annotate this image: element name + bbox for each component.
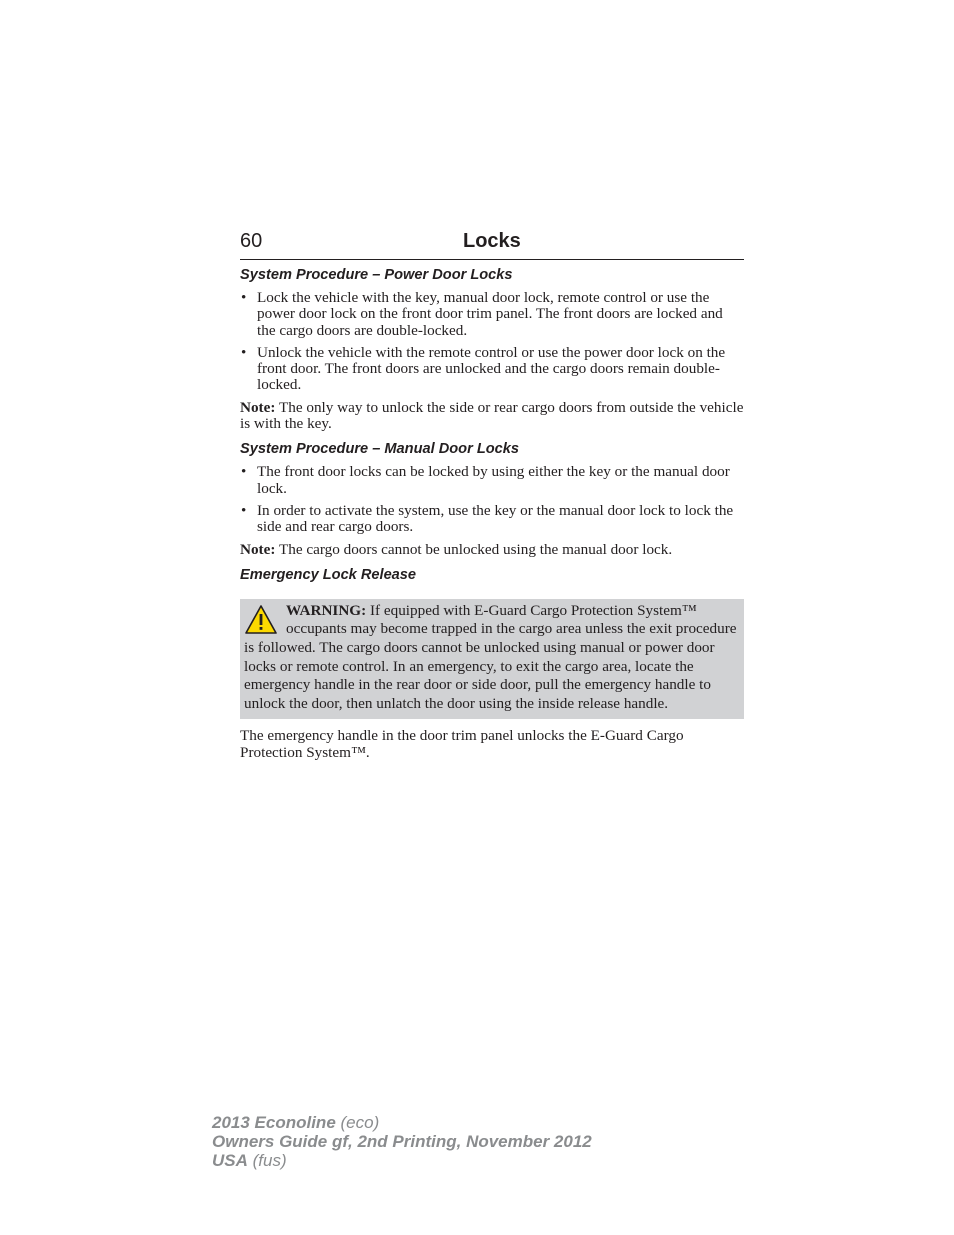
list-item (240, 290, 744, 339)
footer-line-printing (212, 1132, 592, 1151)
page-footer (212, 1113, 592, 1170)
footer-line-vehicle (212, 1113, 592, 1132)
bullet-icon: • (241, 343, 247, 361)
list-item (240, 345, 744, 394)
note-power-door-locks (240, 400, 744, 433)
emergency-handle-paragraph: The emergency handle in the door trim panel unlocks the E-Guard Cargo Protection System™. (240, 727, 684, 761)
list-item-text: In order to activate the system, use the key or the manual door lock to lock the side and rear cargo doors. (257, 501, 734, 536)
list-item (240, 503, 744, 536)
page-content (240, 266, 744, 761)
page-number: 60 (240, 230, 263, 252)
footer-region-code: (fus) (247, 1151, 287, 1170)
note-label: Note: (240, 540, 276, 558)
section-heading-power-door-locks: System Procedure – Power Door Locks (240, 267, 513, 283)
page-title: Locks (463, 230, 521, 252)
power-door-locks-list (240, 290, 744, 394)
note-manual-door-locks (240, 542, 744, 558)
section-heading-emergency-lock-release: Emergency Lock Release (240, 566, 417, 583)
footer-line-region (212, 1151, 592, 1170)
bullet-icon: • (241, 289, 247, 306)
list-item-text: The front door locks can be locked by using either the key or the manual door lock. (257, 463, 730, 497)
warning-text (244, 602, 737, 712)
footer-vehicle-name: 2013 Econoline (212, 1113, 336, 1132)
list-item-text: Unlock the vehicle with the remote control or use the power door lock on the front door. The front doors are unlocked and the cargo doors remain double-locked. (257, 343, 726, 394)
manual-door-locks-list (240, 464, 744, 535)
footer-vehicle-code: (eco) (335, 1113, 380, 1132)
note-text: The cargo doors cannot be unlocked using the manual door lock. (275, 540, 673, 558)
page-header (240, 229, 744, 260)
section-heading-manual-door-locks: System Procedure – Manual Door Locks (240, 441, 519, 458)
footer-printing: Owners Guide gf, 2nd Printing, November 2012 (212, 1132, 592, 1151)
bullet-icon: • (241, 463, 247, 481)
list-item-text: Lock the vehicle with the key, manual door lock, remote control or use the power door lock on the front door trim panel. The front doors are locked and the cargo doors are double-locked. (257, 289, 723, 339)
warning-body: If equipped with E-Guard Cargo Protection System™ occupants may become trapped in the cargo area unless the exit procedure is followed. The cargo doors cannot be unlocked using manual or power door locks or remote control. In an emergency, to exit the cargo area, locate the emergency handle in the rear door or side door, pull the emergency handle to unlock the door, then unlatch the door using the inside release handle. (244, 601, 737, 712)
warning-label: WARNING: (286, 601, 367, 619)
note-label: Note: (240, 398, 276, 416)
bullet-icon: • (241, 501, 247, 519)
warning-triangle-icon (244, 604, 278, 636)
list-item (240, 464, 744, 497)
footer-region: USA (212, 1151, 248, 1170)
note-text: The only way to unlock the side or rear cargo doors from outside the vehicle is with the key. (240, 398, 744, 433)
warning-box (240, 599, 744, 720)
